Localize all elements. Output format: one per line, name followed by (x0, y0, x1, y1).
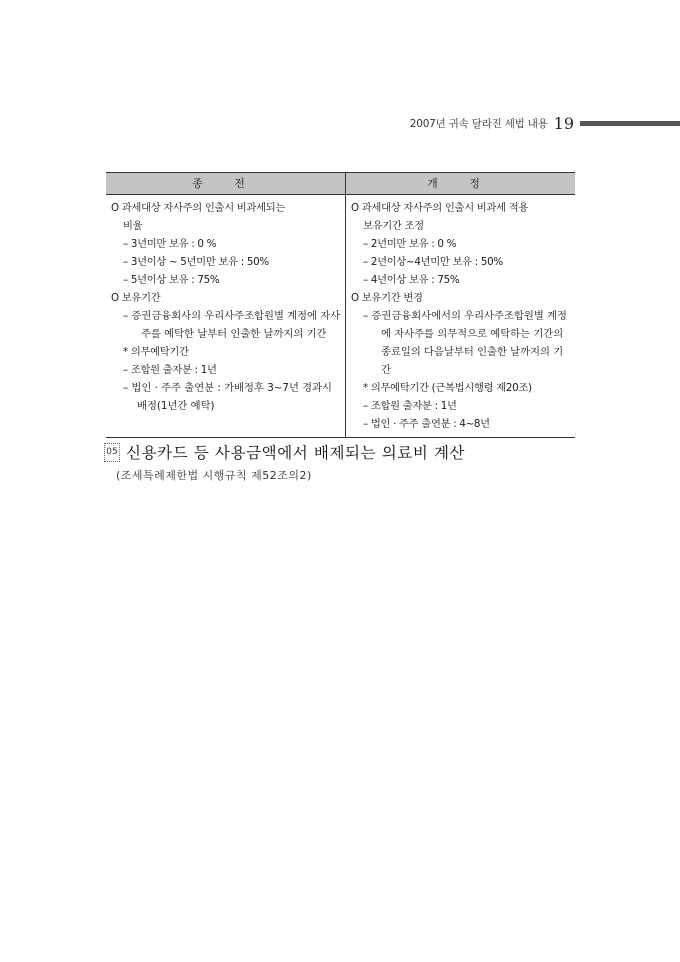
list-item: O 보유기간 (111, 292, 161, 304)
comparison-table (106, 172, 575, 438)
list-item: – 2년미만 보유 : 0 % (363, 238, 457, 250)
list-item: * 의무예탁기간 (123, 346, 189, 358)
list-item: – 5년이상 보유 : 75% (123, 274, 220, 286)
list-item: – 3년미만 보유 : 0 % (123, 238, 217, 250)
section-reference: (조세특례제한법 시행규칙 제52조의2) (116, 469, 312, 482)
list-item: * 의무예탁기간 (근복법시행령 제20조) (363, 382, 532, 394)
running-title: 2007년 귀속 달라진 세법 내용 (409, 117, 548, 130)
table-row (106, 195, 575, 438)
list-item: 보유기간 조정 (363, 220, 424, 232)
header-bar (580, 121, 680, 126)
list-item: – 조합원 출자분 : 1년 (363, 400, 457, 412)
list-item: – 법인 · 주주 출연분 : 4~8년 (363, 418, 490, 430)
after-cell (346, 195, 576, 438)
column-header-after: 개 정 (346, 173, 576, 195)
page-number: 19 (553, 113, 574, 133)
list-item: O 보유기간 변경 (351, 292, 423, 304)
list-item: – 4년이상 보유 : 75% (363, 274, 460, 286)
running-header (410, 112, 680, 134)
list-item: – 증권금융회사에서의 우리사주조합원별 계정에 자사주를 의무적으로 예탁하는 기간의 종료일의 다음날부터 인출한 날까지의 기간 (363, 310, 567, 376)
table-header-row (106, 173, 575, 195)
section-heading (104, 441, 465, 463)
list-item: – 2년이상~4년미만 보유 : 50% (363, 256, 503, 268)
column-header-before: 종 전 (106, 173, 346, 195)
before-cell (106, 195, 346, 438)
list-item: O 과세대상 자사주의 인출시 비과세되는 (111, 202, 286, 214)
list-item: O 과세대상 자사주의 인출시 비과세 적용 (351, 202, 529, 214)
section-number: 05 (104, 443, 120, 462)
list-item: 비율 (123, 220, 143, 232)
list-item: – 3년이상 ~ 5년미만 보유 : 50% (123, 256, 269, 268)
list-item: – 조합원 출자분 : 1년 (123, 364, 217, 376)
list-item: – 법인 · 주주 출연분 : 가배정후 3~7년 경과시 배정(1년간 예탁) (123, 382, 333, 412)
section-title: 신용카드 등 사용금액에서 배제되는 의료비 계산 (126, 444, 466, 462)
list-item: – 증권금융회사의 우리사주조합원별 계정에 자사주를 예탁한 날부터 인출한 날까지의 기간 (123, 310, 341, 340)
